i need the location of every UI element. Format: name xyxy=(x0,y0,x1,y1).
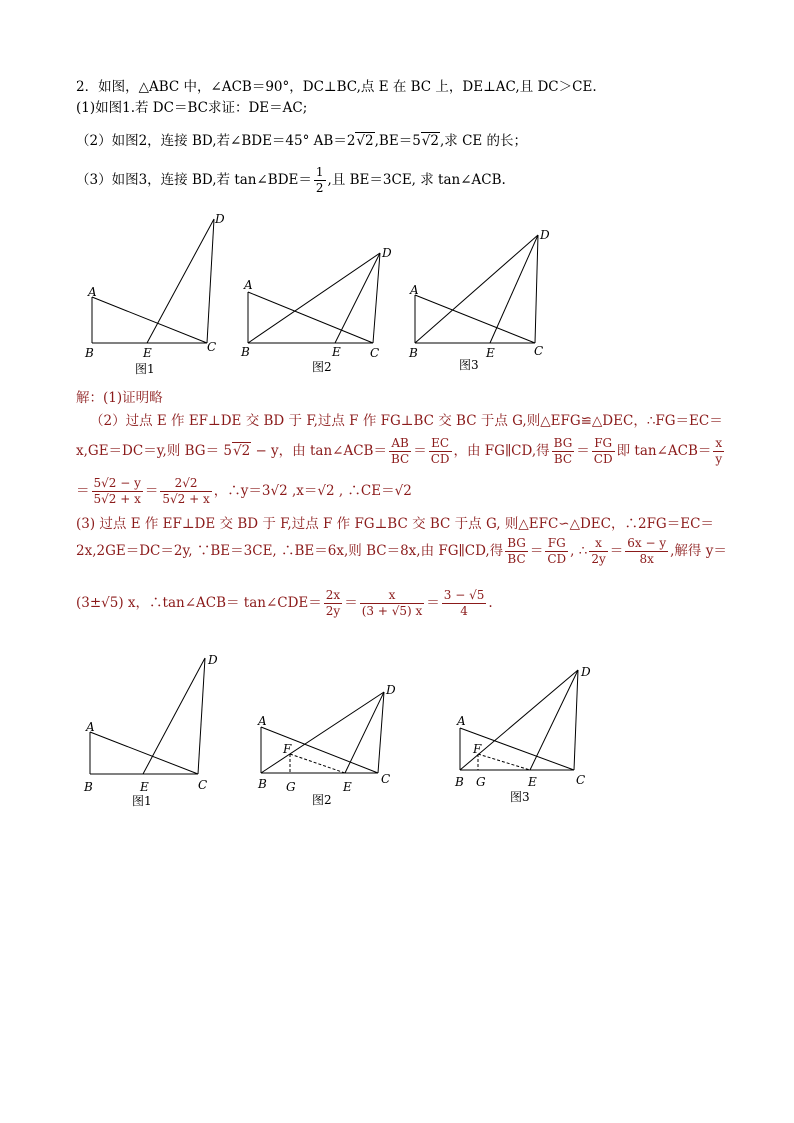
svg-text:D: D xyxy=(215,212,225,226)
svg-text:A: A xyxy=(410,283,419,297)
problem-part3: （3）如图3，连接 BD,若 tan∠BDE＝ $\frac{1}{2}$ ,且 BE＝3CE, 求 tan∠ACB. xyxy=(76,165,506,195)
svg-text:E: E xyxy=(486,346,495,360)
svg-text:C: C xyxy=(198,778,208,792)
svg-text:C: C xyxy=(370,346,380,360)
svg-text:E: E xyxy=(343,780,352,794)
svg-text:G: G xyxy=(476,775,486,789)
svg-text:F: F xyxy=(283,742,292,756)
svg-text:E: E xyxy=(143,346,152,360)
solution-part2-line2: x,GE＝DC＝y,则 BG＝ 5√2 − y，由 tan∠ACB＝ $\frac{AB}{BC}$ ＝ $\frac{EC}{CD}$ ，由 FG∥CD,得 $\frac{BG}{BC}$ ＝ $\frac{FG}{CD}$ 即 tan∠ACB＝ $\frac{x}{y}$ xyxy=(76,436,723,466)
svg-text:A: A xyxy=(457,714,466,728)
fig3-caption-bottom: 图3 xyxy=(510,790,530,804)
svg-text:A: A xyxy=(244,278,253,292)
svg-text:C: C xyxy=(534,344,544,358)
solution-part2-line1: （2）过点 E 作 EF⊥DE 交 BD 于 F,过点 F 作 FG⊥BC 交 BC 于点 G,则△EFG≌△DEC，∴FG＝EC＝ xyxy=(90,413,723,429)
solution-part3-line3: (3±√5) x，∴tan∠ACB＝ tan∠CDE＝ $\frac{2x}{2y}$ ＝ $\frac{x}{(3 + √5) x}$ ＝ $\frac{3 - √5}{4}$ . xyxy=(76,588,493,618)
problem-part1: (1)如图1.若 DC＝BC求证：DE＝AC; xyxy=(76,100,308,116)
svg-text:E: E xyxy=(528,775,537,789)
fig2-line-ed xyxy=(335,253,380,343)
svg-text:F: F xyxy=(473,742,482,756)
fig2-caption-top: 图2 xyxy=(312,360,332,374)
fig3-line-bd xyxy=(415,235,538,343)
svg-text:D: D xyxy=(208,653,218,667)
fig2-caption-bottom: 图2 xyxy=(312,793,332,807)
svg-text:D: D xyxy=(382,246,392,260)
svg-text:B: B xyxy=(409,346,418,360)
solution-part2-line3: ＝ $\frac{5√2 - y}{5√2 + x}$ ＝ $\frac{2√2}{5√2 + x}$ ，∴y＝3√2 ,x＝√2 , ∴CE＝√2 xyxy=(76,476,412,506)
fig1-line-ed xyxy=(147,219,214,343)
svg-text:A: A xyxy=(258,714,267,728)
fig2-line-bd xyxy=(248,253,380,343)
svg-text:B: B xyxy=(455,775,464,789)
svg-text:G: G xyxy=(286,780,296,794)
svg-text:B: B xyxy=(84,780,93,794)
fig1-line-ac xyxy=(92,297,207,343)
fig1-caption-bottom: 图1 xyxy=(132,794,152,808)
fig2-line-ac xyxy=(248,292,373,343)
svg-text:E: E xyxy=(140,780,149,794)
svg-text:C: C xyxy=(576,773,586,787)
fig3-line-ed xyxy=(490,235,538,343)
fig2-line-cd xyxy=(373,253,380,343)
svg-text:A: A xyxy=(86,720,95,734)
svg-text:C: C xyxy=(381,772,391,786)
svg-text:C: C xyxy=(207,340,217,354)
fig3-line-ac xyxy=(415,295,535,343)
svg-text:D: D xyxy=(386,683,396,697)
svg-text:E: E xyxy=(332,345,341,359)
svg-text:B: B xyxy=(85,346,94,360)
solution-part3-line2: 2x,2GE＝DC＝2y, ∵BE＝3CE, ∴BE＝6x,则 BC＝8x,由 FG∥CD,得 $\frac{BG}{BC}$ ＝ $\frac{FG}{CD}$ , ∴ $\frac{x}{2y}$ ＝ $\frac{6x - y}{8x}$ ,解得 y＝ xyxy=(76,536,727,566)
fig1-line-cd xyxy=(207,219,214,343)
svg-text:B: B xyxy=(258,777,267,791)
fig3-line-cd xyxy=(535,235,538,343)
svg-text:B: B xyxy=(241,345,250,359)
fig1-caption-top: 图1 xyxy=(135,362,155,376)
svg-text:D: D xyxy=(540,228,550,242)
solution-heading: 解：(1)证明略 xyxy=(76,390,163,406)
figures-top xyxy=(0,205,794,380)
fraction-one-half: $\frac{1}{2}$ xyxy=(315,165,324,195)
problem-part2: （2）如图2，连接 BD,若∠BDE＝45° AB＝2√2,BE＝5√2,求 CE 的长； xyxy=(76,133,528,149)
svg-text:A: A xyxy=(88,285,97,299)
figures-bottom xyxy=(0,650,794,820)
svg-text:D: D xyxy=(581,665,591,679)
solution-part3-line1: (3) 过点 E 作 EF⊥DE 交 BD 于 F,过点 F 作 FG⊥BC 交 BC 于点 G, 则△EFC∽△DEC，∴2FG＝EC＝ xyxy=(76,516,714,532)
problem-title: 2．如图，△ABC 中，∠ACB＝90°，DC⊥BC,点 E 在 BC 上，DE⊥AC,且 DC＞CE. xyxy=(76,79,597,95)
fig3-caption-top: 图3 xyxy=(459,358,479,372)
